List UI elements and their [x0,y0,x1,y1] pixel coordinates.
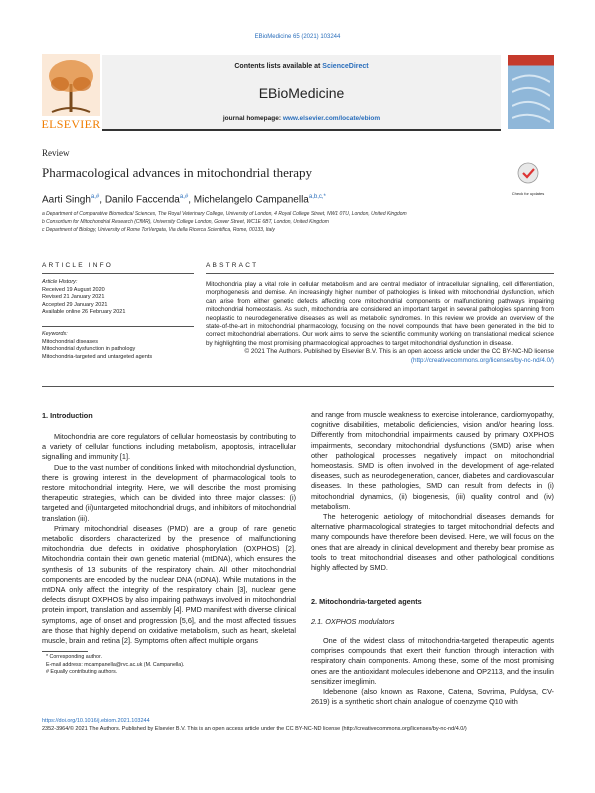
keyword: Mitochondrial dysfunction in pathology [42,346,136,353]
right-column-body [311,410,554,573]
paragraph: The heterogenic aetiology of mitochondrial diseases demands for alternative pharmacological strategies to target mitochondrial defects and many compounds have therefore been devised. Here, we will focus on the ones that are already in clinical development and thereby bear promise as tools to treat mitochondrial diseases and other pathological conditions highly affected by SMD. [311,512,554,573]
journal-name: EBioMedicine [258,85,345,101]
author-list: Aarti Singh$^{a,\#}$, Danilo Faccenda$^{a,\#}$, Michelangelo Campanella$^{a,b,c,*}$ [42,194,326,206]
author-name: Aarti Singh [42,194,91,206]
history-online: Available online 26 February 2021 [42,309,126,316]
homepage-link[interactable]: www.elsevier.com/locate/ebiom [282,115,381,122]
keywords-rule [42,326,194,327]
paragraph: Due to the vast number of conditions linked with mitochondrial dysfunction, there is growing interest in the development of pharmacological tools to restore mitochondrial integrity. Here, we will describe the most promising therapeutic strategies, which can be divided into three major classes: (i) targeted and (ii)untargeted mitochondrial drugs, and inhibitors of mitochondrial translation (iii). [42,462,296,523]
footnote-corresponding: * Corresponding author. [46,654,102,660]
abstract-heading: ABSTRACT [206,262,259,269]
history-label: Article History: [42,279,78,285]
doi-link[interactable]: https://doi.org/10.1016/j.ebiom.2021.103244 [42,718,150,724]
author-name: Michelangelo Campanella [193,194,309,206]
subsection-2-1-heading: 2.1. OXPHOS modulators [311,617,395,626]
crossmark-icon [510,162,546,186]
footnote-rule [42,651,88,652]
paragraph: One of the widest class of mitochondria-targeted therapeutic agents comprises compounds that exert their function through interaction with respiratory chain components. Among these, some of the most promising ones are the antioxidant molecules idebenone and OP2113, and the insulin sensitizer imeglimin. [311,636,554,686]
section-1-heading: 1. Introduction [42,411,93,420]
abstract-text-block [206,281,554,365]
keywords [42,331,194,361]
elsevier-wordmark: ELSEVIER [41,117,101,131]
paragraph: Idebenone (also known as Raxone, Catena, Sovrima, Puldysa, CV-2619) is a synthetic short chain analogue of coenzyme Q10 with [311,687,554,707]
affiliation-c: c Department of Biology, University of Rome TorVergata, Via della Ricerca Scientifica, Rome, 00133, Italy [42,227,275,233]
footnote-email[interactable]: E-mail address: mcampanella@rvc.ac.uk (M. Campanella). [46,661,185,668]
keyword: Mitochondrial diseases [42,338,98,345]
license-line [206,348,554,365]
article-info-rule [42,273,194,274]
abstract-bottom-rule [42,386,554,387]
paragraph: and range from muscle weakness to exercise intolerance, cardiomyopathy, cognitive disabilities, metabolic deficiencies, vision and/or hearing loss. Differently from mitochondrial impairments caused by primary OXPHOS impairments, secondary mitochondrial dysfunctions (SMD) arise when other pathological processes negatively impact on mitochondrial homeostasis. SMD is often involved in the development of age-related diseases, such as neurodegeneration, cancer, diabetes and cardiovascular diseases. In these pathologies, SMD can result from defects in (i) mitochondrial dynamics, (ii) biogenesis, (iii) quality control and (iv) metabolism. [311,410,554,511]
left-column-body [42,432,296,646]
article-type: Review [42,148,70,158]
author-affiliation-marks[interactable]: a,b,c,* [308,194,326,200]
license-link[interactable]: (http://creativecommons.org/licenses/by-nc-nd/4.0/) [410,356,554,364]
keyword: Mitochondria-targeted and untargeted agents [42,353,153,360]
contents-prefix: Contents lists available at [234,63,323,70]
journal-citation[interactable]: EBioMedicine 65 (2021) 103244 [254,34,341,40]
history-revised: Revised 21 January 2021 [42,294,105,301]
section-2-heading: 2. Mitochondria-targeted agents [311,597,422,606]
sciencedirect-link[interactable]: ScienceDirect [322,63,369,70]
affiliation-a: a Department of Comparative Biomedical Sciences, The Royal Veterinary College, University of London, 4 Royal College Street, NW1 0TU, London, United Kingdom [42,211,407,217]
history-accepted: Accepted 29 January 2021 [42,301,108,308]
abstract-text: Mitochondria play a vital role in cellular metabolism and are central mediator of intracellular signalling, cell differentiation, morphogenesis and demise. An increasingly higher number of pathologies is linked with mitochondrial dysfunction, which can arise from either genetic defects affecting core mitochondrial components or malfunctioning pathways impairing mitochondrial homeostasis. As such, mitochondria are considered an important target in several pathologies spanning from neoplastic to neurodegenerative diseases as well as metabolic syndromes. In this review we provide an overview of the state-of-the-art in mitochondrial pharmacology, focusing on the novel compounds that have been generated in the bid to correct mitochondrial aberrations. Our work aims to serve the scientific community working on translational medical science by highlighting the most promising pharmacological approaches to target mitochondrial dysfunction in disease. [206,281,554,347]
article-history [42,279,194,317]
keywords-label: Keywords: [42,331,68,337]
paragraph: Mitochondria are core regulators of cellular homeostasis by contributing to a variety of cellular functions including metabolism, apoptosis, intracellular signalling and immunity [1]. [42,432,296,462]
history-received: Received 19 August 2020 [42,286,105,293]
right-column-body-2 [311,636,554,707]
article-info-heading: ARTICLE INFO [42,262,114,269]
abstract-rule [206,273,554,274]
author-affiliation-marks[interactable]: a,# [90,194,100,200]
footer-license: 2352-3964/© 2021 The Authors. Published by Elsevier B.V. This is an open access article under the CC BY-NC-ND license (http://creativecommons.org/licenses/by-nc-nd/4.0/) [42,726,467,732]
paragraph: Primary mitochondrial diseases (PMD) are a group of rare genetic metabolic disorders characterized by the presence of malfunctioning mitochondria due defects in oxidative phosphorylation (OXPHOS) [2]. Mitochondria contain their own genetic material (mtDNA), which ensures the synthesis of 13 subunits of the respiratory chain. All other mitochondrial components are encoded by the nuclear DNA (nDNA). While mutations in the mtDNA only affect the integrity of the respiratory chain [3], nuclear gene defects disrupt OXPHOS by also impairing pathways involved in mitochondrial protein import, translation and assembly [4]. PMD manifest with diverse clinical symptoms, age of onset and progression [5,6], and the most affected tissues are those that highly depend on oxidative metabolism, such as heart, skeletal muscle, brain and retina [2]. Symptoms often affect multiple organs [42,523,296,646]
homepage-prefix: journal homepage: [222,115,283,122]
contents-line [102,63,501,70]
affiliation-b: b Consortium for Mitochondrial Research (CfMR), University College London, Gower Street, WC1E 6BT, London, United Kingdom [42,219,329,225]
license-text: © 2021 The Authors. Published by Elsevier B.V. This is an open access article under the CC BY-NC-ND license [244,348,554,356]
article-title: Pharmacological advances in mitochondrial therapy [42,165,313,180]
check-for-updates-badge[interactable] [510,162,546,196]
footnote-equal-contribution: # Equally contributing authors. [46,669,118,676]
author-affiliation-marks[interactable]: a,# [179,194,189,200]
author-name: Danilo Faccenda [104,194,180,206]
crossmark-label: Check for updates [511,191,545,196]
homepage-line [102,115,501,122]
footnotes [46,654,296,677]
footer [42,717,554,733]
cover-artwork [512,70,550,125]
